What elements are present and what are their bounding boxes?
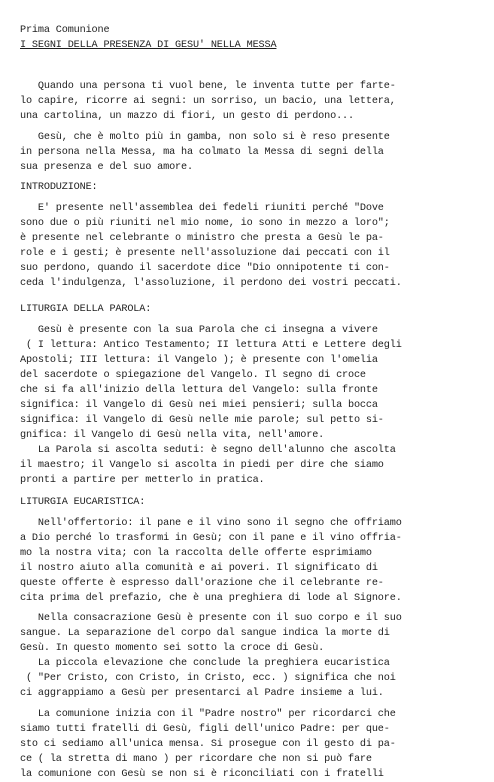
text-line: è presente nel celebrante o ministro che presta a Gesù le pa- [20,233,384,244]
document-title: I SEGNI DELLA PRESENZA DI GESU' NELLA MESSA [20,40,277,51]
text-line: che si fa all'inizio della lettura del Vangelo: sulla fronte [20,385,378,396]
document-header: Prima Comunione [20,25,110,36]
text-line: siamo tutti fratelli di Gesù, figli dell'unico Padre: per que- [20,724,390,735]
text-line: ci aggrappiamo a Gesù per presentarci al Padre insieme a lui. [20,688,384,699]
text-line: E' presente nell'assemblea dei fedeli riuniti perché "Dove [20,203,384,214]
text-line: sangue. La separazione del corpo dal sangue indica la morte di [20,628,390,639]
text-line: Apostoli; III lettura: il Vangelo ); è presente con l'omelia [20,355,378,366]
text-line: mo la nostra vita; con la raccolta delle offerte esprimiamo [20,548,372,559]
text-line: Nella consacrazione Gesù è presente con il suo corpo e il suo [20,613,402,624]
text-line: del sacerdote o spiegazione del Vangelo. Il segno di croce [20,370,366,381]
text-line: Nell'offertorio: il pane e il vino sono il segno che offriamo [20,518,402,529]
text-line: queste offerte è espresso dall'orazione che il celebrante re- [20,578,384,589]
text-line: ce ( la stretta di mano ) per ricordare che non si può fare [20,754,372,765]
text-line: LITURGIA DELLA PAROLA: [20,304,152,315]
text-line: La comunione inizia con il "Padre nostro" per ricordarci che [20,709,396,720]
text-line: sua presenza e del suo amore. [20,162,193,173]
text-line: il maestro; il Vangelo si ascolta in piedi per dire che siamo [20,460,384,471]
text-line: Gesù, che è molto più in gamba, non solo si è reso presente [20,132,390,143]
text-line: suo perdono, quando il sacerdote dice "Dio onnipotente ti con- [20,263,390,274]
text-line: ceda l'indulgenza, l'assoluzione, il perdono dei vostri peccati. [20,278,402,289]
text-line: la comunione con Gesù se non si è riconciliati con i fratelli [20,769,384,780]
text-line: cita prima del prefazio, che è una preghiera di lode al Signore. [20,593,402,604]
text-line: significa: il Vangelo di Gesù nei miei pensieri; sulla bocca [20,400,378,411]
text-line: LITURGIA EUCARISTICA: [20,497,146,508]
text-line: a Dio perché lo trasformi in Gesù; con il pane e il vino offria- [20,533,402,544]
text-line: Quando una persona ti vuol bene, le inventa tutte per farte- [20,81,396,92]
text-line: La Parola si ascolta seduti: è segno dell'alunno che ascolta [20,445,396,456]
text-line: sono due o più riuniti nel mio nome, io sono in mezzo a loro"; [20,218,390,229]
text-line: sto ci sediamo all'unica mensa. Si prosegue con il gesto di pa- [20,739,396,750]
text-line: lo capire, ricorre ai segni: un sorriso, un bacio, una lettera, [20,96,396,107]
text-line: una cartolina, un mazzo di fiori, un gesto di perdono... [20,111,354,122]
text-line: pronti a partire per metterlo in pratica. [20,475,265,486]
text-line: ( "Per Cristo, con Cristo, in Cristo, ecc. ) significa che noi [20,673,396,684]
text-line: INTRODUZIONE: [20,182,98,193]
text-line: gnifica: il Vangelo di Gesù nella vita, nell'amore. [20,430,325,441]
text-line: il nostro aiuto alla comunità e ai poveri. Il significato di [20,563,378,574]
text-line: La piccola elevazione che conclude la preghiera eucaristica [20,658,390,669]
text-line: significa: il Vangelo di Gesù nelle mie parole; sul petto si- [20,415,384,426]
text-line: in persona nella Messa, ma ha colmato la Messa di segni della [20,147,384,158]
text-line: role e i gesti; è presente nell'assoluzione dai peccati con il [20,248,390,259]
text-line: ( I lettura: Antico Testamento; II lettura Atti e Lettere degli [20,340,402,351]
text-line: Gesù è presente con la sua Parola che ci insegna a vivere [20,325,378,336]
text-line: Gesù. In questo momento sei sotto la croce di Gesù. [20,643,325,654]
